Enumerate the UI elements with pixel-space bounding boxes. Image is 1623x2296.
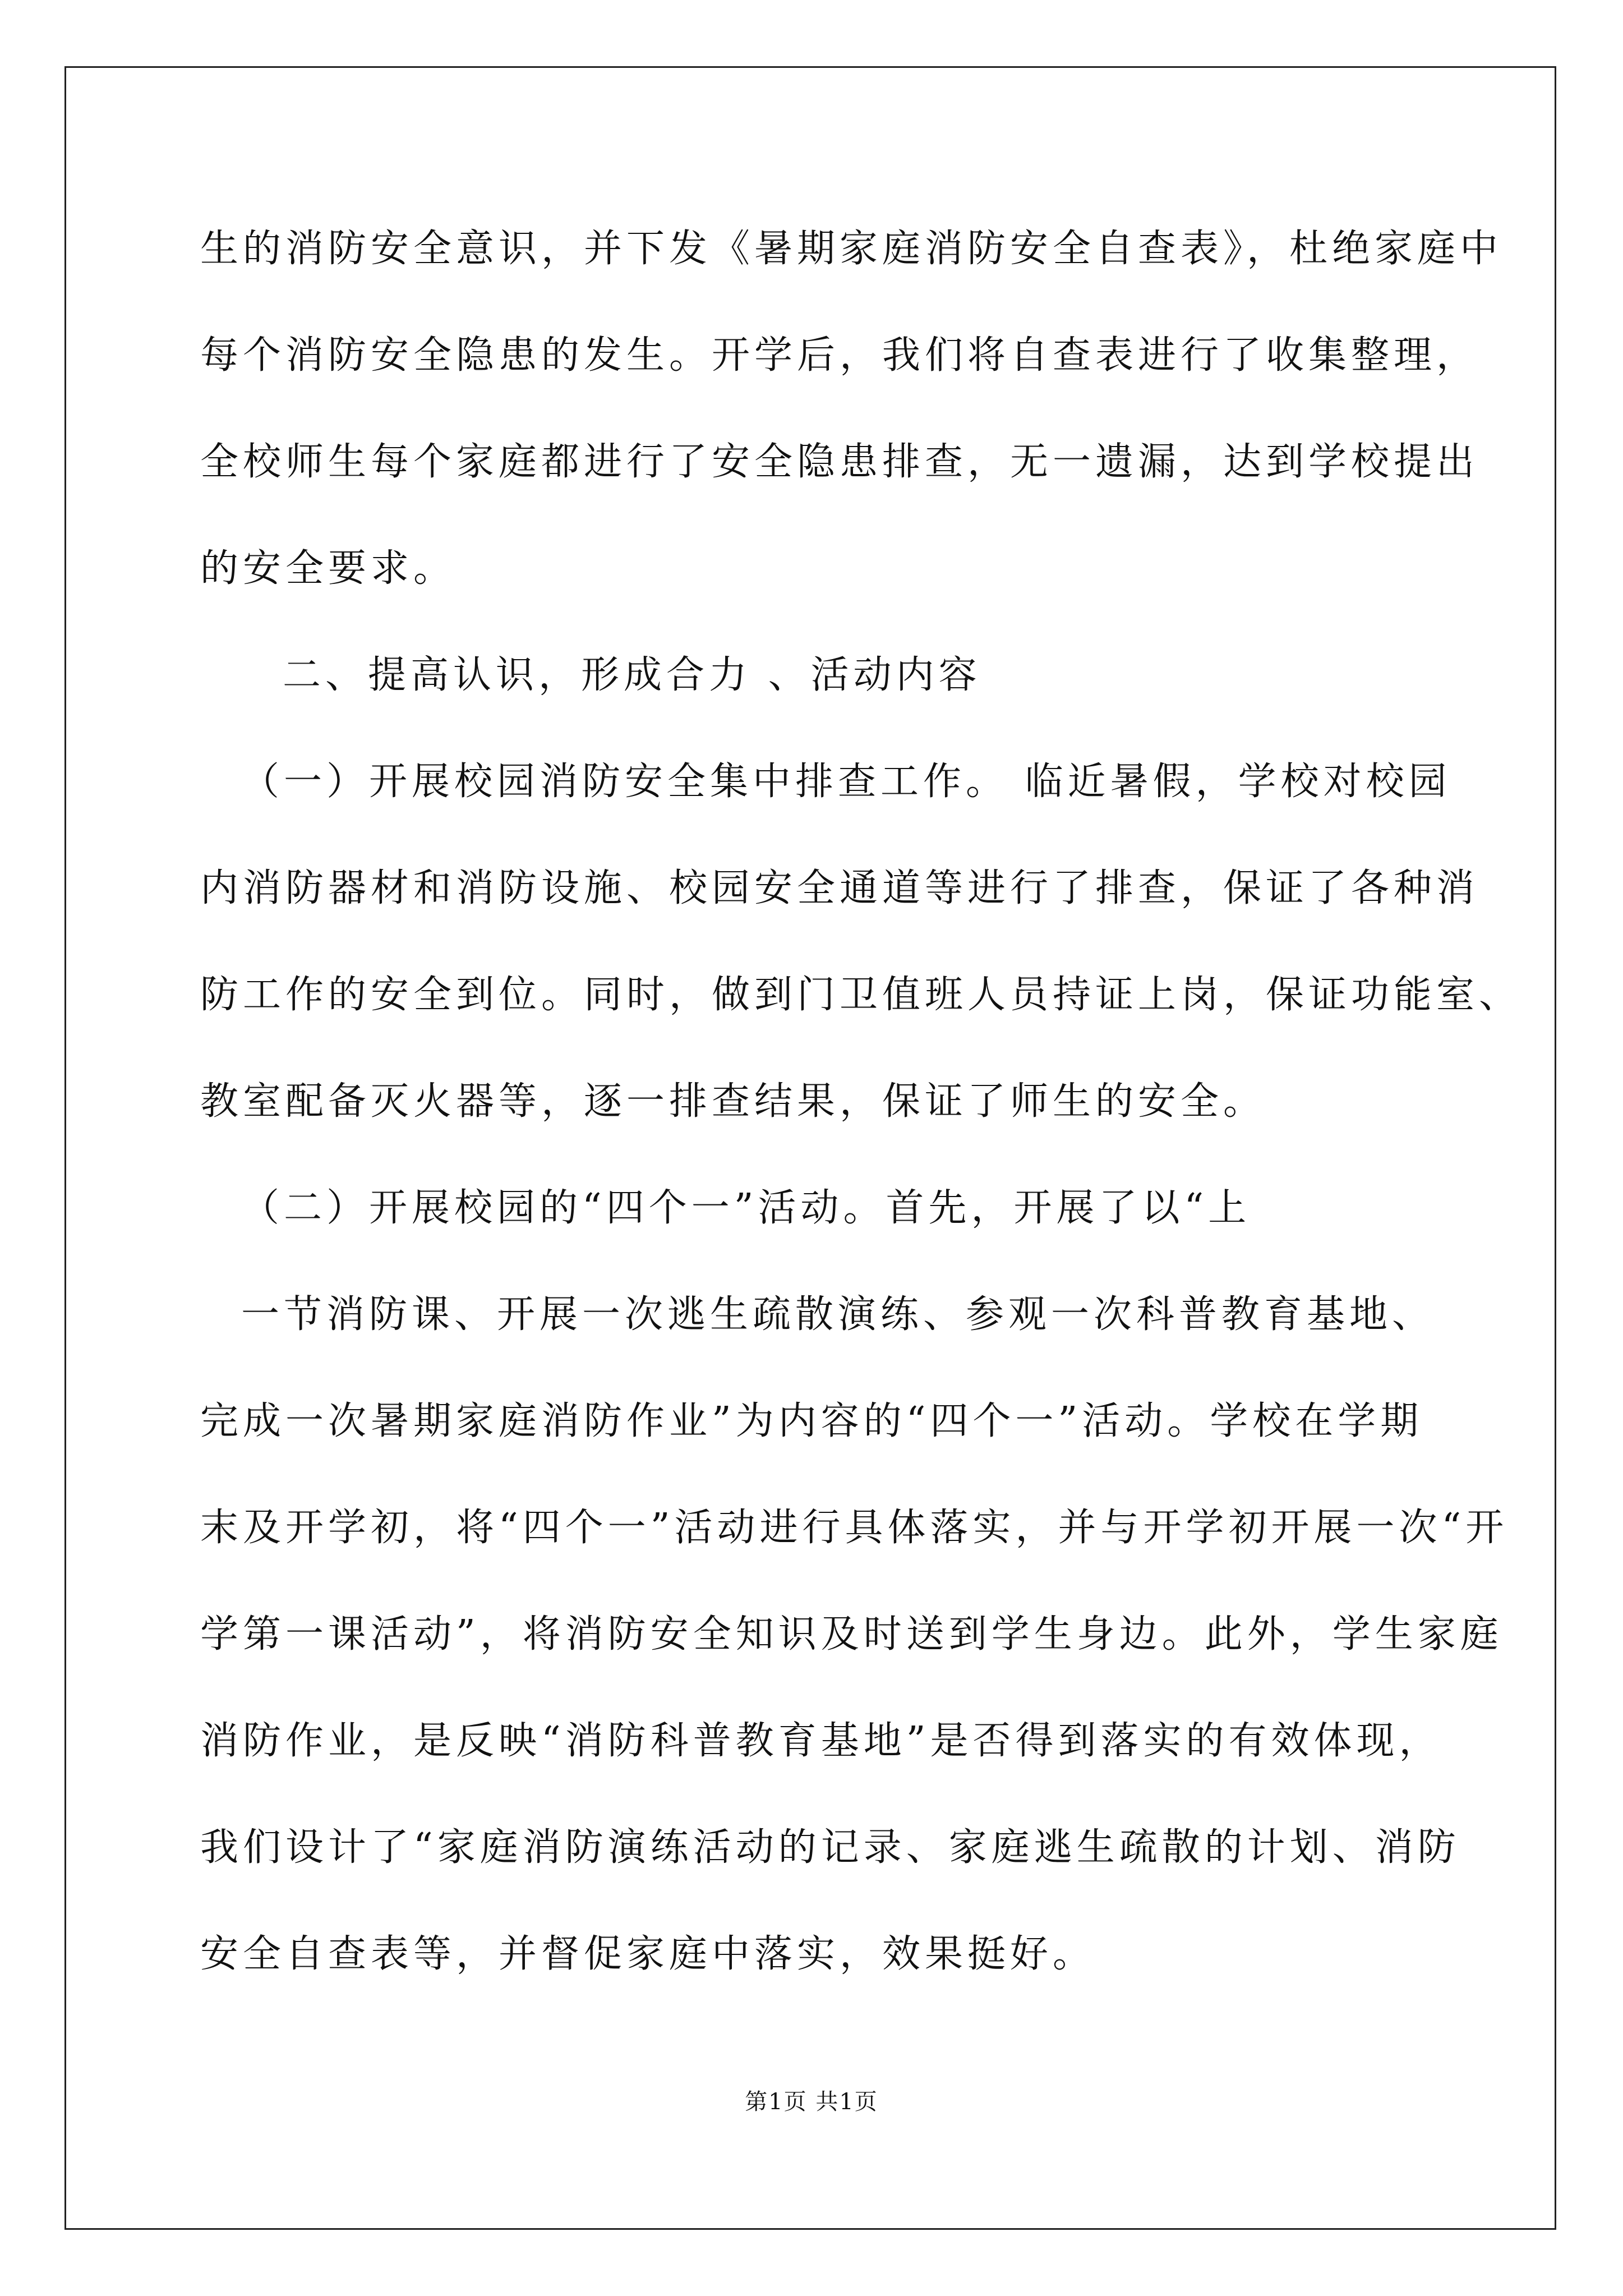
subsection-heading: （二）开展校园的“四个一”活动。首先，开展了以“上 [241,1186,1251,1230]
page-footer: 第1页 共1页 [745,2089,878,2115]
body-text-line: 内消防器材和消防设施、校园安全通道等进行了排查，保证了各种消 [200,866,1479,910]
body-text-line: 防工作的安全到位。同时，做到门卫值班人员持证上岗，保证功能室、 [200,973,1522,1017]
body-text-line: 教室配备灭火器等，逐一排查结果，保证了师生的安全。 [200,1079,1266,1124]
body-text-line: 的安全要求。 [200,546,457,591]
body-text-line: 全校师生每个家庭都进行了安全隐患排查，无一遗漏，达到学校提出 [200,440,1479,484]
body-text-line: 生的消防安全意识，并下发《暑期家庭消防安全自查表》，杜绝家庭中 [200,227,1503,271]
subsection-heading: （一）开展校园消防安全集中排查工作。 临近暑假，学校对校园 [241,760,1451,804]
page-border [64,66,1556,2230]
body-text-line: 安全自查表等，并督促家庭中落实，效果挺好。 [200,1932,1096,1976]
body-text-line: 末及开学初，将“四个一”活动进行具体落实，并与开学初开展一次“开 [200,1506,1509,1550]
body-text-line: 一节消防课、开展一次逃生疏散演练、参观一次科普教育基地、 [241,1292,1435,1337]
body-text-line: 我们设计了“家庭消防演练活动的记录、家庭逃生疏散的计划、消防 [200,1825,1460,1870]
body-text-line: 消防作业，是反映“消防科普教育基地”是否得到落实的有效体现， [200,1719,1442,1763]
body-text-line: 每个消防安全隐患的发生。开学后，我们将自查表进行了收集整理， [200,333,1479,378]
section-heading: 二、提高认识，形成合力 、活动内容 [283,653,981,697]
body-text-line: 完成一次暑期家庭消防作业”为内容的“四个一”活动。学校在学期 [200,1399,1423,1443]
body-text-line: 学第一课活动”，将消防安全知识及时送到学生身边。此外，学生家庭 [200,1612,1503,1657]
